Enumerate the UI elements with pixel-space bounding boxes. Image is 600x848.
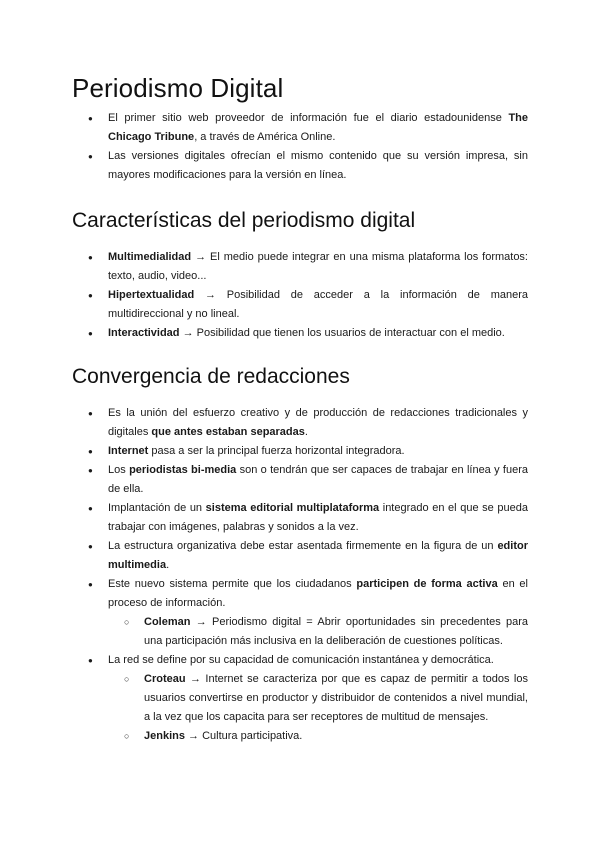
text: El primer sitio web proveedor de información fue el diario estadounidense [108, 112, 509, 124]
list-item [72, 442, 528, 461]
sub-list [108, 670, 528, 746]
text: Es la unión del esfuerzo creativo y de producción de redacciones tradicionales y digitales [108, 407, 528, 438]
sub-list [108, 613, 528, 651]
list-item [72, 499, 528, 537]
text: → El medio puede integrar en una misma plataforma los formatos: texto, audio, video... [108, 251, 528, 282]
bold-text: Hipertextualidad [108, 289, 195, 301]
text: → Posibilidad que tienen los usuarios de interactuar con el medio. [179, 327, 505, 339]
bold-text: participen de forma activa [356, 578, 498, 590]
bold-text: sistema editorial multiplataforma [205, 502, 380, 514]
bold-text: que antes estaban separadas [151, 426, 305, 438]
sub-list-item [108, 727, 528, 746]
bold-text: Croteau [144, 673, 186, 685]
text: Los [108, 464, 130, 476]
text: . [304, 426, 308, 438]
bold-text: Multimedialidad [108, 251, 192, 263]
list-item [72, 461, 528, 499]
list-item [72, 324, 528, 343]
list-item [72, 286, 528, 324]
list-item [72, 147, 528, 185]
bold-text: Interactividad [108, 327, 180, 339]
text: pasa a ser la principal fuerza horizontal integradora. [148, 445, 405, 457]
bold-text: The Chicago Tribune [108, 112, 528, 143]
section-heading: Convergencia de redacciones [72, 365, 350, 388]
list-item [72, 248, 528, 286]
intro-list [72, 109, 528, 185]
list-item [72, 109, 528, 147]
text: → Periodismo digital = Abrir oportunidades sin precedentes para una participación más inclusiva en la deliberación de cuestiones políticas. [144, 616, 528, 647]
bold-text: Internet [108, 445, 149, 457]
text: Implantación de un [108, 502, 206, 514]
list-item [72, 651, 528, 746]
features-list [72, 248, 528, 343]
convergence-list [72, 404, 528, 746]
text: La red se define por su capacidad de comunicación instantánea y democrática. [108, 654, 494, 666]
text: → Internet se caracteriza por que es capaz de permitir a todos los usuarios convertirse en productor y distribuidor de contenidos a nivel mundial, a la vez que los capacita para ser receptores de multitud de mensajes. [144, 673, 528, 723]
text: en el proceso de información. [108, 578, 528, 609]
text: integrado en el que se pueda trabajar con imágenes, palabras y sonidos a la vez. [108, 502, 528, 533]
text: La estructura organizativa debe estar asentada firmemente en la figura de un [108, 540, 498, 552]
text: son o tendrán que ser capaces de trabajar en línea y fuera de ella. [108, 464, 528, 495]
list-item [72, 537, 528, 575]
text: Este nuevo sistema permite que los ciudadanos [108, 578, 357, 590]
sub-list-item [108, 670, 528, 727]
sub-list-item [108, 613, 528, 651]
text: Las versiones digitales ofrecían el mismo contenido que su versión impresa, sin mayores modificaciones para la versión en línea. [108, 150, 528, 181]
list-item [72, 575, 528, 651]
bold-text: editor multimedia [108, 540, 528, 571]
bold-text: Jenkins [144, 730, 185, 742]
text: , a través de América Online. [194, 131, 336, 143]
bold-text: Coleman [144, 616, 191, 628]
page-title: Periodismo Digital [72, 73, 284, 103]
text: → Cultura participativa. [184, 730, 303, 742]
section-heading: Características del periodismo digital [72, 209, 416, 232]
text: . [166, 559, 170, 571]
bold-text: periodistas bi-media [129, 464, 237, 476]
text: → Posibilidad de acceder a la información de manera multidireccional y no lineal. [108, 289, 528, 320]
list-item [72, 404, 528, 442]
